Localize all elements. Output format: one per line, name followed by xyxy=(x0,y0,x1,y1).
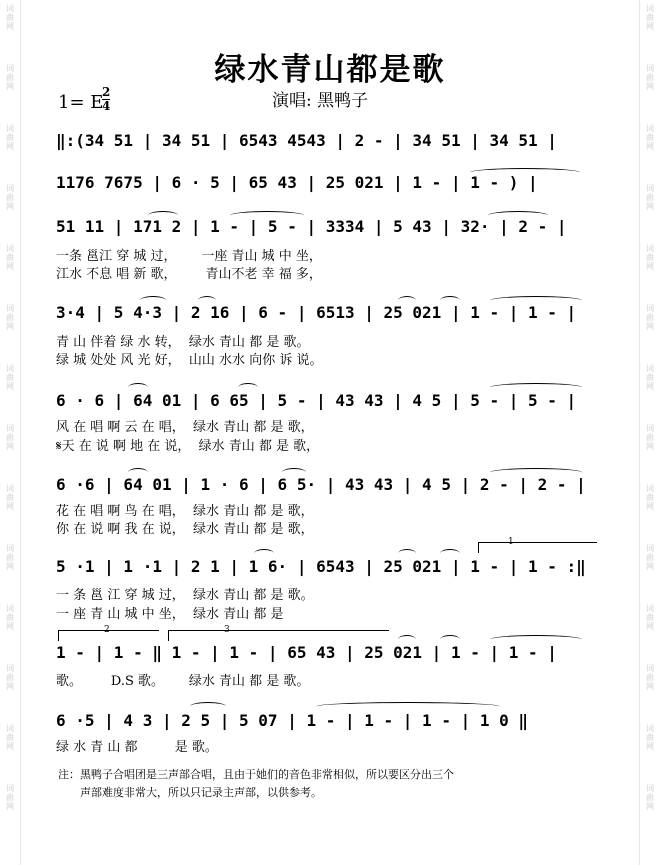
watermark-left-12: 词 曲 网 xyxy=(6,664,14,691)
lyric-row-3-verse-1: 一条 邕江 穿 城 过， 一座 青山 城 中 坐， xyxy=(56,249,322,264)
third-ending-number: 3 xyxy=(224,625,230,635)
footnote-line-1: 注：黑鸭子合唱团是三声部合唱，且由于她们的音色非常相似，所以要区分出三个 xyxy=(58,768,454,781)
lyric-row-4-verse-2: 绿 城 处处 风 光 好， 山山 水水 向你 诉 说。 xyxy=(56,353,323,368)
score-row-6: 6 ·6 | 64 01 | 1 · 6 | 6 5· | 43 43 | 4 5 | 2 - | 2 - | xyxy=(56,475,586,494)
song-title: 绿水青山都是歌 xyxy=(214,52,446,88)
lyric-row-6-verse-1: 花 在 唱 啊 鸟 在 唱， 绿水 青山 都 是 歌， xyxy=(56,504,314,519)
watermark-right-3: 词 曲 网 xyxy=(646,124,654,151)
watermark-right-2: 词 曲 网 xyxy=(646,64,654,91)
watermark-left-11: 词 曲 网 xyxy=(6,604,14,631)
lyric-row-5-verse-1: 风 在 唱 啊 云 在 唱， 绿水 青山 都 是 歌， xyxy=(56,420,314,435)
watermark-left-9: 词 曲 网 xyxy=(6,484,14,511)
watermark-right-14: 词 曲 网 xyxy=(646,784,654,811)
score-row-8: 1 - | 1 - ‖ 1 - | 1 - | 65 43 | 25 021 | 1 - | 1 - | xyxy=(56,643,557,662)
watermark-right-11: 词 曲 网 xyxy=(646,604,654,631)
watermark-right-7: 词 曲 网 xyxy=(646,364,654,391)
left-watermark-strip xyxy=(0,0,21,865)
watermark-left-14: 词 曲 网 xyxy=(6,784,14,811)
lyric-row-7-verse-2: 一 座 青 山 城 中 坐， 绿水 青山 都 是 xyxy=(56,607,284,622)
score-row-3: 51 11 | 171 2 | 1 - | 5 - | 3334 | 5 43 | 32· | 2 - | xyxy=(56,217,567,236)
score-row-4: 3·4 | 5 4·3 | 2 16 | 6 - | 6513 | 25 021 | 1 - | 1 - | xyxy=(56,303,577,322)
watermark-left-4: 词 曲 网 xyxy=(6,184,14,211)
second-ending-number: 2 xyxy=(104,625,110,635)
lyric-row-6-verse-2: 你 在 说 啊 我 在 说， 绿水 青山 都 是 歌， xyxy=(56,522,314,537)
watermark-left-1: 词 曲 网 xyxy=(6,4,14,31)
watermark-right-1: 词 曲 网 xyxy=(646,4,654,31)
score-row-2: 1176 7675 | 6 · 5 | 65 43 | 25 021 | 1 - | 1 - ) | xyxy=(56,173,538,192)
watermark-right-5: 词 曲 网 xyxy=(646,244,654,271)
lyric-row-4-verse-1: 青 山 伴着 绿 水 转， 绿水 青山 都 是 歌。 xyxy=(56,335,310,350)
watermark-left-2: 词 曲 网 xyxy=(6,64,14,91)
watermark-left-8: 词 曲 网 xyxy=(6,424,14,451)
watermark-left-6: 词 曲 网 xyxy=(6,304,14,331)
watermark-right-12: 词 曲 网 xyxy=(646,664,654,691)
watermark-right-13: 词 曲 网 xyxy=(646,724,654,751)
watermark-left-10: 词 曲 网 xyxy=(6,544,14,571)
footnote-line-2: 声部难度非常大，所以只记录主声部，以供参考。 xyxy=(80,786,322,799)
key-signature: 1= E xyxy=(58,92,104,113)
watermark-right-4: 词 曲 网 xyxy=(646,184,654,211)
footnote xyxy=(58,766,518,802)
watermark-right-8: 词 曲 网 xyxy=(646,424,654,451)
first-ending-number: 1 xyxy=(508,537,514,547)
watermark-right-10: 词 曲 网 xyxy=(646,544,654,571)
lyric-row-9: 绿 水 青 山 都 是 歌。 xyxy=(56,740,218,755)
score-row-1: ‖:(34 51 | 34 51 | 6543 4543 | 2 - | 34 51 | 34 51 | xyxy=(56,131,557,150)
lyric-row-7-verse-1: 一 条 邕 江 穿 城 过， 绿水 青山 都 是 歌。 xyxy=(56,588,314,603)
watermark-left-13: 词 曲 网 xyxy=(6,724,14,751)
watermark-left-5: 词 曲 网 xyxy=(6,244,14,271)
lyric-row-5-verse-2: 𝄋天 在 说 啊 地 在 说， 绿水 青山 都 是 歌， xyxy=(56,439,320,454)
first-ending-bracket xyxy=(478,542,597,553)
watermark-right-6: 词 曲 网 xyxy=(646,304,654,331)
time-signature-bottom: 4 xyxy=(102,99,111,113)
time-signature xyxy=(102,86,110,113)
right-watermark-strip xyxy=(639,0,660,865)
lyric-row-3-verse-2: 江水 不息 唱 新 歌， 青山不老 幸 福 多， xyxy=(56,267,322,282)
score-row-7: 5 ·1 | 1 ·1 | 2 1 | 1 6· | 6543 | 25 021 | 1 - | 1 - :‖ xyxy=(56,557,586,576)
watermark-right-9: 词 曲 网 xyxy=(646,484,654,511)
score-row-9: 6 ·5 | 4 3 | 2 5 | 5 07 | 1 - | 1 - | 1 - | 1 0 ‖ xyxy=(56,711,529,730)
watermark-left-3: 词 曲 网 xyxy=(6,124,14,151)
singer-credit: 演唱: 黑鸭子 xyxy=(272,91,369,111)
time-signature-top: 2 xyxy=(102,85,111,99)
lyric-row-8: 歌。 D.S 歌。 绿水 青山 都 是 歌。 xyxy=(56,674,310,689)
watermark-left-7: 词 曲 网 xyxy=(6,364,14,391)
score-row-5: 6 · 6 | 64 01 | 6 65 | 5 - | 43 43 | 4 5 | 5 - | 5 - | xyxy=(56,391,577,410)
